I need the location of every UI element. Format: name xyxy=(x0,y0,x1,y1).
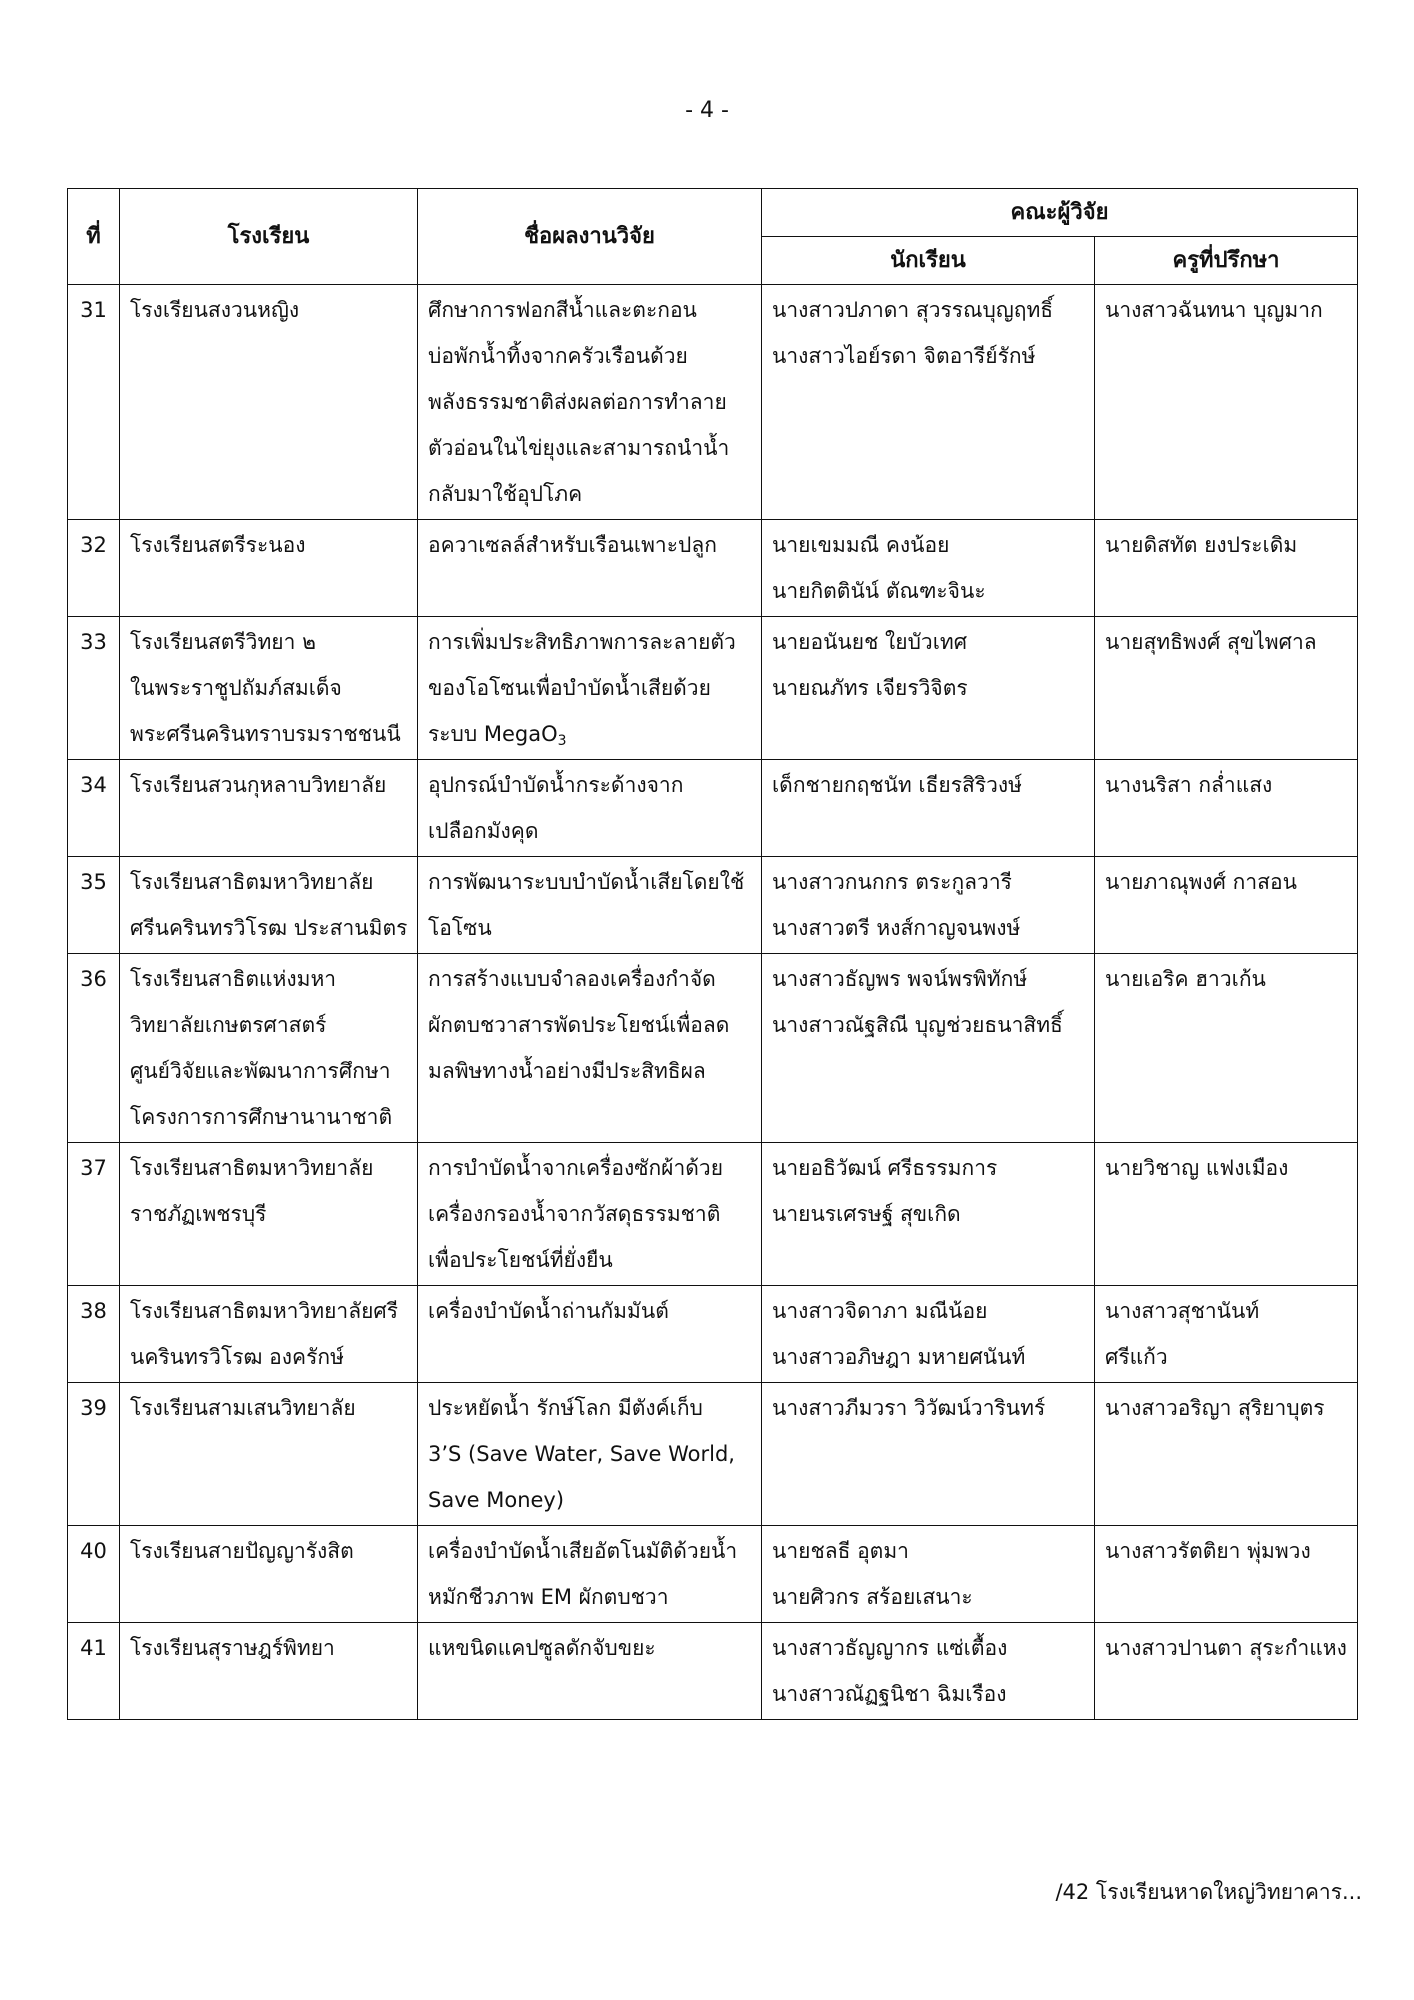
students-line: นางสาวปภาดา สุวรรณบุญฤทธิ์ xyxy=(772,298,1054,322)
cell-title xyxy=(418,285,762,520)
title-line: การพัฒนาระบบบำบัดน้ำเสียโดยใช้ xyxy=(428,870,745,894)
school-line: วิทยาลัยเกษตรศาสตร์ xyxy=(130,1013,327,1037)
cell-school xyxy=(120,520,418,617)
students-line: นายชลธี อุตมา xyxy=(772,1539,909,1563)
cell-title xyxy=(418,1286,762,1383)
title-line: ประหยัดน้ำ รักษ์โลก มีตังค์เก็บ xyxy=(428,1396,703,1420)
advisor-line: นางนริสา กล่ำแสง xyxy=(1105,773,1273,797)
advisor-line: นางสาวปานตา สุระกำแหง xyxy=(1105,1636,1347,1660)
students-line: นายกิตตินัน์ ตัณฑะจินะ xyxy=(772,579,986,603)
title-line: พลังธรรมชาติส่งผลต่อการทำลาย xyxy=(428,390,727,414)
school-line: โรงเรียนสวนกุหลาบวิทยาลัย xyxy=(130,773,387,797)
header-no: ที่ xyxy=(68,189,120,285)
students-line: นางสาวธัญญากร แซ่เตื้อง xyxy=(772,1636,1008,1660)
students-line: นางสาวไอย์รดา จิตอารีย์รักษ์ xyxy=(772,344,1036,368)
cell-school xyxy=(120,760,418,857)
title-line: กลับมาใช้อุปโภค xyxy=(428,482,583,506)
cell-advisor xyxy=(1095,1383,1358,1526)
title-line: บ่อพักน้ำทิ้งจากครัวเรือนด้วย xyxy=(428,344,688,368)
cell-students xyxy=(762,1383,1095,1526)
cell-advisor xyxy=(1095,520,1358,617)
row-number: 34 xyxy=(68,760,120,857)
advisor-line: นายวิชาญ แฟงเมือง xyxy=(1105,1156,1289,1180)
title-line-with-subscript xyxy=(428,711,751,757)
title-line: เครื่องกรองน้ำจากวัสดุธรรมชาติ xyxy=(428,1202,721,1226)
header-title: ชื่อผลงานวิจัย xyxy=(418,189,762,285)
title-line: เครื่องบำบัดน้ำเสียอัตโนมัติด้วยน้ำ xyxy=(428,1539,738,1563)
school-line: โรงเรียนสาธิตแห่งมหา xyxy=(130,967,337,991)
cell-students xyxy=(762,520,1095,617)
table-row xyxy=(68,1623,1358,1720)
students-line: นายศิวกร สร้อยเสนาะ xyxy=(772,1585,973,1609)
table-row xyxy=(68,1526,1358,1623)
title-line: การบำบัดน้ำจากเครื่องซักผ้าด้วย xyxy=(428,1156,724,1180)
table-row xyxy=(68,285,1358,520)
cell-students xyxy=(762,285,1095,520)
students-line: นางสาวจิดาภา มณีน้อย xyxy=(772,1299,988,1323)
title-line: Save Money) xyxy=(428,1488,565,1512)
students-line: นายนรเศรษฐ์ สุขเกิด xyxy=(772,1202,961,1226)
cell-students xyxy=(762,857,1095,954)
cell-school xyxy=(120,857,418,954)
cell-school xyxy=(120,1286,418,1383)
row-number: 33 xyxy=(68,617,120,760)
cell-school xyxy=(120,1526,418,1623)
cell-students xyxy=(762,1143,1095,1286)
cell-advisor xyxy=(1095,1143,1358,1286)
cell-title xyxy=(418,520,762,617)
table-row xyxy=(68,1383,1358,1526)
row-number: 41 xyxy=(68,1623,120,1720)
title-line: การสร้างแบบจำลองเครื่องกำจัด xyxy=(428,967,716,991)
title-line: ผักตบชวาสารพัดประโยชน์เพื่อลด xyxy=(428,1013,730,1037)
footer-note: /42 โรงเรียนหาดใหญ่วิทยาคาร... xyxy=(1055,1880,1362,1904)
row-number: 32 xyxy=(68,520,120,617)
students-line: นางสาวภีมวรา วิวัฒน์วารินทร์ xyxy=(772,1396,1046,1420)
school-line: ศูนย์วิจัยและพัฒนาการศึกษา xyxy=(130,1059,391,1083)
research-table xyxy=(67,188,1358,1720)
school-line: โครงการการศึกษานานาชาติ xyxy=(130,1105,393,1129)
cell-school xyxy=(120,285,418,520)
cell-title xyxy=(418,857,762,954)
cell-advisor xyxy=(1095,1286,1358,1383)
table-body xyxy=(68,285,1358,1720)
table-row xyxy=(68,1286,1358,1383)
school-line: โรงเรียนสุราษฎร์พิทยา xyxy=(130,1636,335,1660)
students-line: นางสาวอภิษฎา มหายศนันท์ xyxy=(772,1345,1026,1369)
row-number: 40 xyxy=(68,1526,120,1623)
title-line: เครื่องบำบัดน้ำถ่านกัมมันต์ xyxy=(428,1299,669,1323)
cell-school xyxy=(120,617,418,760)
school-line: โรงเรียนสาธิตมหาวิทยาลัย xyxy=(130,1156,374,1180)
table-row xyxy=(68,857,1358,954)
advisor-line: นายดิสทัต ยงประเดิม xyxy=(1105,533,1298,557)
school-line: โรงเรียนสามเสนวิทยาลัย xyxy=(130,1396,356,1420)
title-line: มลพิษทางน้ำอย่างมีประสิทธิผล xyxy=(428,1059,706,1083)
cell-students xyxy=(762,954,1095,1143)
cell-school xyxy=(120,1383,418,1526)
cell-students xyxy=(762,1623,1095,1720)
subscript: 3 xyxy=(557,733,567,749)
cell-students xyxy=(762,1286,1095,1383)
row-number: 39 xyxy=(68,1383,120,1526)
advisor-line: นายสุทธิพงศ์ สุขไพศาล xyxy=(1105,630,1317,654)
table-row xyxy=(68,1143,1358,1286)
title-line: ตัวอ่อนในไข่ยุงและสามารถนำน้ำ xyxy=(428,436,730,460)
header-students: นักเรียน xyxy=(762,237,1095,285)
cell-advisor xyxy=(1095,1623,1358,1720)
table-row xyxy=(68,954,1358,1143)
advisor-line: นางสาวฉันทนา บุญมาก xyxy=(1105,298,1323,322)
cell-title xyxy=(418,1143,762,1286)
advisor-line: นางสาวรัตติยา พุ่มพวง xyxy=(1105,1539,1311,1563)
title-line: อควาเซลล์สำหรับเรือนเพาะปลูก xyxy=(428,533,717,557)
title-line: แหขนิดแคปซูลดักจับขยะ xyxy=(428,1636,656,1660)
students-line: นางสาวณัฐสิณี บุญช่วยธนาสิทธิ์ xyxy=(772,1013,1063,1037)
school-line: โรงเรียนสายปัญญารังสิต xyxy=(130,1539,354,1563)
title-line: โอโซน xyxy=(428,916,492,940)
table-row xyxy=(68,617,1358,760)
advisor-line: นางสาวสุชานันท์ xyxy=(1105,1299,1260,1323)
cell-school xyxy=(120,1143,418,1286)
cell-advisor xyxy=(1095,617,1358,760)
title-line: ศึกษาการฟอกสีน้ำและตะกอน xyxy=(428,298,697,322)
school-line: ในพระราชูปถัมภ์สมเด็จ xyxy=(130,676,342,700)
header-school: โรงเรียน xyxy=(120,189,418,285)
cell-advisor xyxy=(1095,954,1358,1143)
cell-title xyxy=(418,1526,762,1623)
row-number: 36 xyxy=(68,954,120,1143)
cell-advisor xyxy=(1095,857,1358,954)
advisor-line: นายเอริค ฮาวเก้น xyxy=(1105,967,1266,991)
school-line: โรงเรียนสาธิตมหาวิทยาลัยศรี xyxy=(130,1299,398,1323)
advisor-line: ศรีแก้ว xyxy=(1105,1345,1168,1369)
row-number: 37 xyxy=(68,1143,120,1286)
students-line: เด็กชายกฤชนัท เธียรสิริวงษ์ xyxy=(772,773,1023,797)
school-line: ราชภัฏเพชรบุรี xyxy=(130,1202,267,1226)
table-row xyxy=(68,760,1358,857)
cell-title xyxy=(418,1383,762,1526)
school-line: นครินทรวิโรฒ องครักษ์ xyxy=(130,1345,344,1369)
school-line: ศรีนครินทรวิโรฒ ประสานมิตร xyxy=(130,916,408,940)
title-line: ของโอโซนเพื่อบำบัดน้ำเสียด้วย xyxy=(428,676,711,700)
cell-students xyxy=(762,760,1095,857)
cell-title xyxy=(418,954,762,1143)
row-number: 31 xyxy=(68,285,120,520)
students-line: นางสาวธัญพร พจน์พรพิทักษ์ xyxy=(772,967,1028,991)
advisor-line: นางสาวอริญา สุริยาบุตร xyxy=(1105,1396,1325,1420)
cell-students xyxy=(762,1526,1095,1623)
students-line: นายอธิวัฒน์ ศรีธรรมการ xyxy=(772,1156,998,1180)
row-number: 38 xyxy=(68,1286,120,1383)
title-line: หมักชีวภาพ EM ผักตบชวา xyxy=(428,1585,669,1609)
school-line: โรงเรียนสาธิตมหาวิทยาลัย xyxy=(130,870,374,894)
school-line: พระศรีนครินทราบรมราชชนนี xyxy=(130,722,401,746)
school-line: โรงเรียนสตรีระนอง xyxy=(130,533,306,557)
title-line: 3’S (Save Water, Save World, xyxy=(428,1442,735,1466)
page-number: - 4 - xyxy=(685,98,729,123)
school-line: โรงเรียนสตรีวิทยา ๒ xyxy=(130,630,316,654)
cell-title xyxy=(418,617,762,760)
advisor-line: นายภาณุพงศ์ กาสอน xyxy=(1105,870,1297,894)
students-line: นายเขมมณี คงน้อย xyxy=(772,533,950,557)
students-line: นางสาวณัฏฐนิชา ฉิมเรือง xyxy=(772,1682,1007,1706)
title-line: อุปกรณ์บำบัดน้ำกระด้างจาก xyxy=(428,773,684,797)
cell-advisor xyxy=(1095,285,1358,520)
cell-school xyxy=(120,954,418,1143)
cell-title xyxy=(418,760,762,857)
header-advisor: ครูที่ปรึกษา xyxy=(1095,237,1358,285)
students-line: นายณภัทร เจียรวิจิตร xyxy=(772,676,968,700)
school-line: โรงเรียนสงวนหญิง xyxy=(130,298,300,322)
title-line: ระบบ MegaO xyxy=(428,722,558,746)
cell-advisor xyxy=(1095,1526,1358,1623)
header-team: คณะผู้วิจัย xyxy=(762,189,1358,237)
students-line: นางสาวตรี หงส์กาญจนพงษ์ xyxy=(772,916,1021,940)
row-number: 35 xyxy=(68,857,120,954)
cell-advisor xyxy=(1095,760,1358,857)
cell-students xyxy=(762,617,1095,760)
cell-school xyxy=(120,1623,418,1720)
cell-title xyxy=(418,1623,762,1720)
table-row xyxy=(68,520,1358,617)
students-line: นางสาวกนกกร ตระกูลวารี xyxy=(772,870,1012,894)
students-line: นายอนันยช ใยบัวเทศ xyxy=(772,630,968,654)
title-line: เปลือกมังคุด xyxy=(428,819,539,843)
title-line: การเพิ่มประสิทธิภาพการละลายตัว xyxy=(428,630,736,654)
title-line: เพื่อประโยชน์ที่ยั่งยืน xyxy=(428,1248,613,1272)
